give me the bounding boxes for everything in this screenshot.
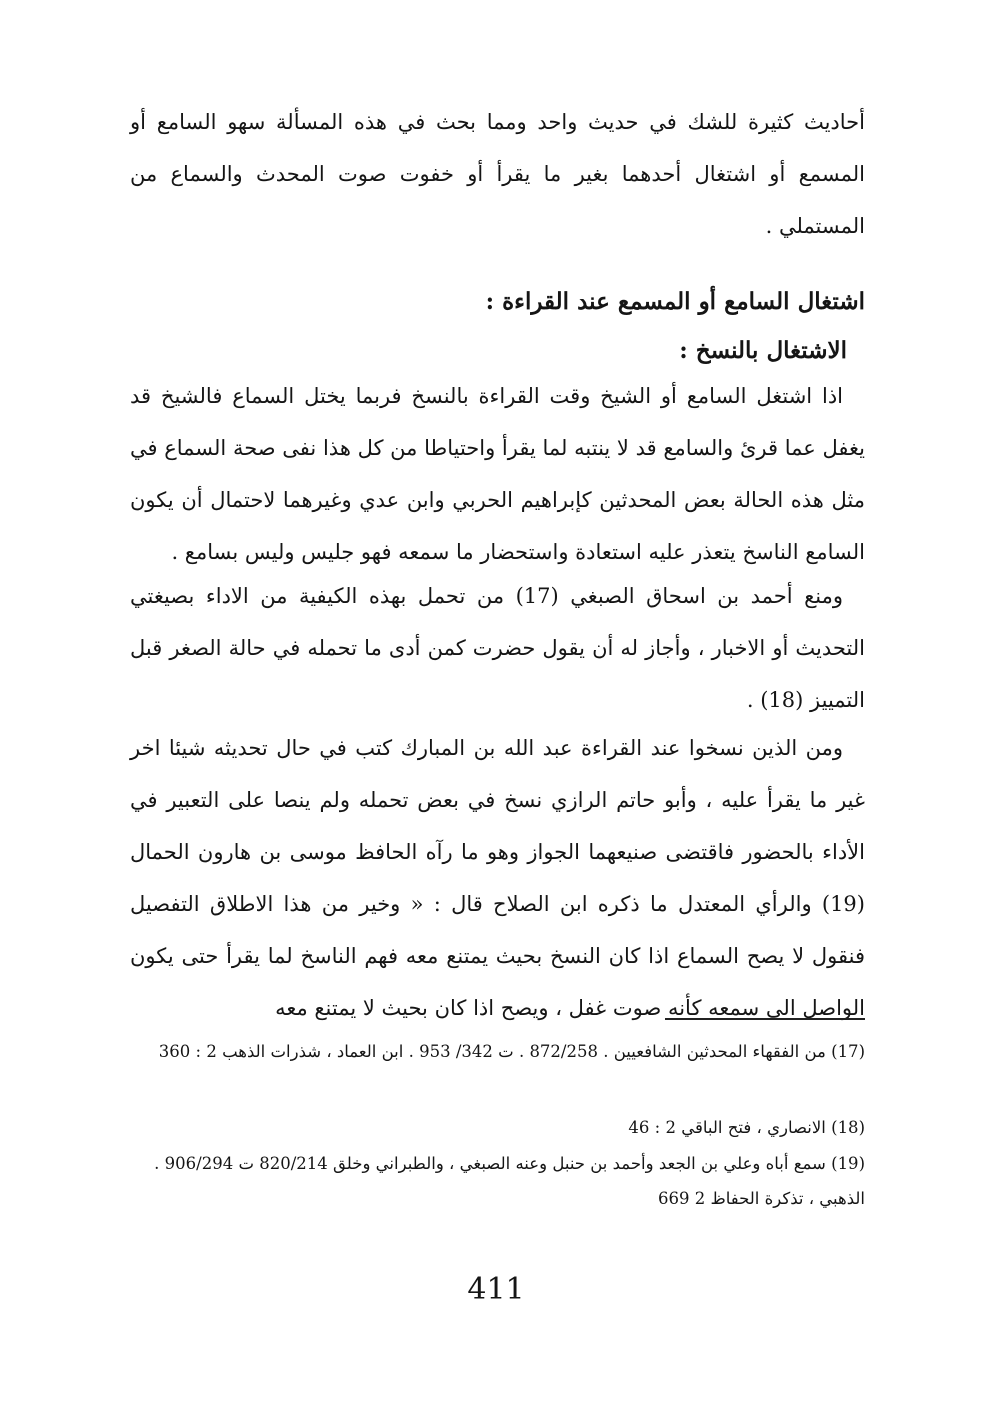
paragraph-copyists-examples: ومن الذين نسخوا عند القراءة عبد الله بن المبارك كتب في حال تحديثه شيئا اخر غير ما يقرأ عليه ، وأبو حاتم الرازي نسخ في بعض تحمله ولم ينصا على التعبير في الأداء بالحضور فاقتضى صنيعهما الجواز وهو ما رآه الحافظ موسى بن هارون الحمال (19) والرأي المعتدل ما ذكره ابن الصلاح قال : « وخير من هذا الاطلاق التفصيل فنقول لا يصح السماع اذا كان النسخ بحيث يمتنع معه فهم الناسخ لما يقرأ حتى يكون الواصل الى سمعه كأنه صوت غفل ، ويصح اذا كان بحيث لا يمتنع معه: [130, 736, 865, 1020]
paragraph-continuation: أحاديث كثيرة للشك في حديث واحد ومما بحث في هذه المسألة سهو السامع أو المسمع أو اشتغال أحدهما بغير ما يقرأ أو خفوت صوت المحدث والسماع من المستملي .: [130, 110, 865, 238]
paragraph-copying-during-reading: اذا اشتغل السامع أو الشيخ وقت القراءة بالنسخ فربما يختل السماع فالشيخ قد يغفل عما قرئ والسامع قد لا ينتبه لما يقرأ واحتياطا من كل هذا نفى صحة السماع في مثل هذه الحالة بعض المحدثين كإبراهيم الحربي وابن عدي وغيرهما لاحتمال أن يكون السامع الناسخ يتعذر عليه استعادة واستحضار ما سمعه فهو جليس وليس بسامع .: [130, 384, 865, 564]
page-number: 411: [467, 1272, 525, 1307]
footnote-19: (19) سمع أباه وعلي بن الجعد وأحمد بن حنبل وعنه الصبغي ، والطبراني وخلق 820/214 ت 906/294 . الذهبي ، تذكرة الحفاظ 2 669: [154, 1154, 865, 1208]
paragraph-sibghi-opinion: ومنع أحمد بن اسحاق الصبغي (17) من تحمل بهذه الكيفية من الاداء بصيغتي التحديث أو الاخبار ، وأجاز له أن يقول حضرت كمن أدى ما تحمله في حالة الصغر قبل التمييز (18) .: [130, 584, 865, 712]
footnote-divider: [665, 1018, 865, 1020]
footnote-18: (18) الانصاري ، فتح الباقي 2 : 46: [628, 1118, 865, 1137]
subsection-heading: الاشتغال بالنسخ :: [679, 337, 847, 364]
section-heading: اشتغال السامع أو المسمع عند القراءة :: [485, 288, 865, 315]
footnote-17: (17) من الفقهاء المحدثين الشافعيين . 872/258 . ت 342/ 953 . ابن العماد ، شذرات الذهب 2 : 360: [158, 1042, 865, 1061]
